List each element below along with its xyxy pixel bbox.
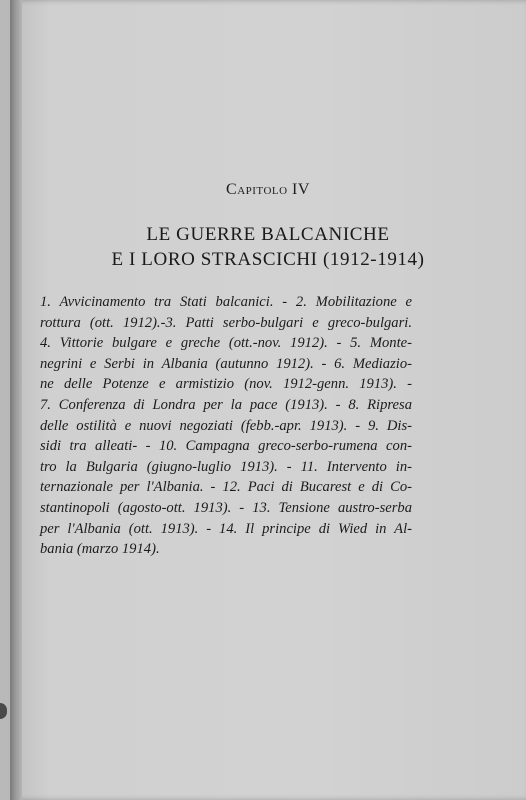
chapter-title-line-2: E I LORO STRASCICHI (1912-1914) bbox=[111, 249, 425, 270]
chapter-title-line-1: LE GUERRE BALCANICHE bbox=[146, 224, 390, 245]
summary-line: bania (marzo 1914). bbox=[40, 541, 160, 558]
binding-mark bbox=[0, 703, 7, 719]
summary-line: rottura (ott. 1912).-3. Patti serbo-bulgari e greco-bulgari. bbox=[40, 314, 412, 331]
summary-line: stantinopoli (agosto-ott. 1913). - 13. Tensione austro-serba bbox=[40, 499, 412, 516]
summary-line: sidi tra alleati- - 10. Campagna greco-serbo-rumena con- bbox=[40, 438, 412, 455]
chapter-title bbox=[10, 222, 526, 272]
summary-line: tro la Bulgaria (giugno-luglio 1913). - 11. Intervento in- bbox=[40, 458, 412, 475]
summary-line: delle ostilità e nuovi negoziati (febb.-apr. 1913). - 9. Dis- bbox=[40, 417, 412, 434]
summary-line: 7. Conferenza di Londra per la pace (1913). - 8. Ripresa bbox=[40, 396, 412, 413]
page-gutter bbox=[10, 0, 22, 800]
summary-line: ne delle Potenze e armistizio (nov. 1912-genn. 1913). - bbox=[40, 376, 412, 393]
summary-line: negrini e Serbi in Albania (autunno 1912). - 6. Mediazio- bbox=[40, 355, 412, 372]
summary-line: ternazionale per l'Albania. - 12. Paci di Bucarest e di Co- bbox=[40, 479, 412, 496]
summary-line: 4. Vittorie bulgare e greche (ott.-nov. 1912). - 5. Monte- bbox=[40, 335, 412, 352]
chapter-label: Capitolo IV bbox=[226, 181, 310, 198]
summary-line: 1. Avvicinamento tra Stati balcanici. - 2. Mobilitazione e bbox=[40, 294, 412, 310]
chapter-summary bbox=[40, 292, 412, 560]
summary-line: per l'Albania (ott. 1913). - 14. Il principe di Wied in Al- bbox=[40, 520, 412, 537]
